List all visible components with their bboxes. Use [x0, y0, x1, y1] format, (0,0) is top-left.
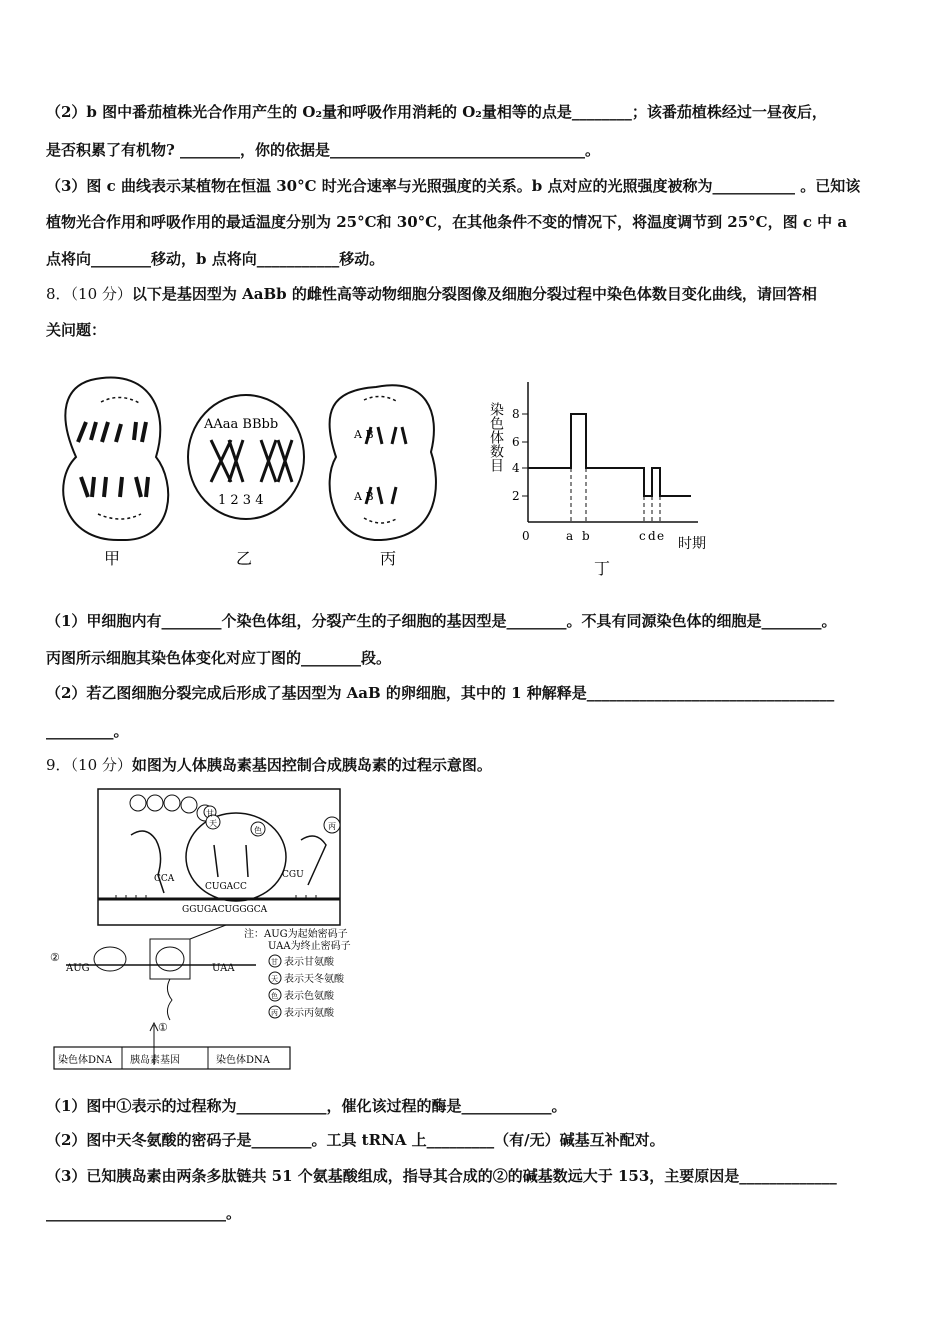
graph-xlabel: 时期 — [678, 536, 706, 552]
start-codon: AUG — [66, 963, 90, 974]
legend-tian: 表示天冬氨酸 — [284, 974, 344, 985]
graph-ylabel: 染色体数目 — [488, 402, 504, 472]
graph-point-b: b — [582, 529, 590, 543]
graph-point-e: e — [657, 529, 665, 543]
q8-stem-text: 以下是基因型为 AaBb 的雌性高等动物细胞分裂图像及细胞分裂过程中染色体数目变化曲线，请回答相 — [131, 285, 817, 303]
legend-se: 表示色氨酸 — [284, 991, 334, 1002]
graph-origin: 0 — [522, 529, 530, 543]
graph-point-d: d — [648, 529, 656, 543]
cell-label-yi: 乙 — [236, 549, 253, 568]
cell-bing-bottom: A B — [354, 490, 374, 503]
q8-sub1-line1: （1）甲细胞内有________个染色体组，分裂产生的子细胞的基因型是________。不具有同源染色体的细胞是________。 — [46, 612, 837, 630]
note-title: 注：AUG为起始密码子 — [244, 929, 348, 940]
cell-bing-top: A B — [354, 428, 374, 441]
amino-bing-label: 丙 — [328, 822, 336, 831]
cell-yi-numbers: 1 2 3 4 — [218, 493, 264, 508]
graph-ytick-2: 2 — [512, 489, 520, 503]
graph-ytick-4: 4 — [512, 461, 520, 475]
q9-stem — [46, 755, 492, 775]
q8-sub2-line2: _________。 — [46, 722, 129, 740]
cell-label-jia: 甲 — [104, 549, 121, 568]
note-line2: UAA为终止密码子 — [268, 941, 351, 952]
q7-part2-line1: （2）b 图中番茄植株光合作用产生的 O₂量和呼吸作用消耗的 O₂量相等的点是________；该番茄植株经过一昼夜后， — [46, 103, 827, 121]
cell-label-bing: 丙 — [380, 549, 397, 568]
chromosome-graph — [522, 382, 698, 522]
q8-stem-line2: 关问题： — [46, 321, 107, 339]
legend-gan: 表示甘氨酸 — [284, 957, 334, 968]
graph-ytick-6: 6 — [512, 435, 520, 449]
q9-number: 9．（10 分） — [46, 756, 132, 774]
legend-tian-glyph: 天 — [271, 975, 278, 983]
legend-gan-glyph: 甘 — [271, 958, 278, 966]
legend-bing-glyph: 丙 — [271, 1009, 278, 1017]
graph-point-a: a — [566, 529, 574, 543]
q7-part2-line2: 是否积累了有机物? ________，你的依据是__________________________________。 — [46, 141, 601, 159]
dna-segment-3: 染色体DNA — [216, 1055, 270, 1066]
q9-stem-text: 如图为人体胰岛素基因控制合成胰岛素的过程示意图。 — [131, 756, 492, 774]
cell-jia — [63, 378, 168, 541]
q8-sub1-line2: 丙图所示细胞其染色体变化对应丁图的________段。 — [46, 649, 392, 667]
amino-tian-label: 天 — [209, 819, 217, 828]
q9-sub1: （1）图中①表示的过程称为____________，催化该过程的酶是____________。 — [46, 1097, 567, 1115]
mrna-strand — [54, 925, 290, 1069]
anticodon-left: CCA — [154, 874, 175, 884]
q8-figure — [46, 372, 726, 582]
cell-label-ding: 丁 — [594, 559, 611, 578]
graph-point-c: c — [639, 529, 646, 543]
q9-sub2: （2）图中天冬氨酸的密码子是________。工具 tRNA 上_________（有/无）碱基互补配对。 — [46, 1131, 665, 1149]
cell-yi-genes: AAaa BBbb — [204, 417, 279, 432]
legend-se-glyph: 色 — [271, 992, 278, 1000]
q9-figure — [46, 785, 386, 1070]
mrna-sequence: GGUGACUGGGCA — [182, 905, 268, 915]
q9-sub3-line2: ________________________。 — [46, 1204, 242, 1222]
dna-segment-2: 胰岛素基因 — [130, 1055, 180, 1066]
label-2: ② — [50, 951, 60, 964]
anticodon-right: CGU — [282, 870, 304, 880]
q8-stem-line1 — [46, 284, 817, 304]
label-1: ① — [158, 1021, 168, 1034]
cell-bing — [329, 385, 435, 540]
q7-part3-line2: 植物光合作用和呼吸作用的最适温度分别为 25°C和 30°C，在其他条件不变的情况下，将温度调节到 25°C，图 c 中 a — [46, 213, 848, 231]
amino-se-label: 色 — [254, 826, 262, 835]
anticodon-mid: CUGACC — [205, 882, 247, 892]
q7-part3-line3: 点将向________移动，b 点将向___________移动。 — [46, 250, 385, 268]
stop-codon: UAA — [212, 963, 235, 974]
graph-ytick-8: 8 — [512, 407, 520, 421]
amino-gan-label: 甘 — [206, 809, 214, 818]
legend-bing: 表示丙氨酸 — [284, 1008, 334, 1019]
q8-number: 8．（10 分） — [46, 285, 132, 303]
q8-sub2-line1: （2）若乙图细胞分裂完成后形成了基因型为 AaB 的卵细胞，其中的 1 种解释是_________________________________ — [46, 684, 835, 702]
dna-segment-1: 染色体DNA — [58, 1055, 112, 1066]
q9-sub3-line1: （3）已知胰岛素由两条多肽链共 51 个氨基酸组成，指导其合成的②的碱基数远大于 153，主要原因是_____________ — [46, 1167, 837, 1185]
q7-part3-line1: （3）图 c 曲线表示某植物在恒温 30°C 时光合速率与光照强度的关系。b 点对应的光照强度被称为___________ 。已知该 — [46, 177, 861, 195]
